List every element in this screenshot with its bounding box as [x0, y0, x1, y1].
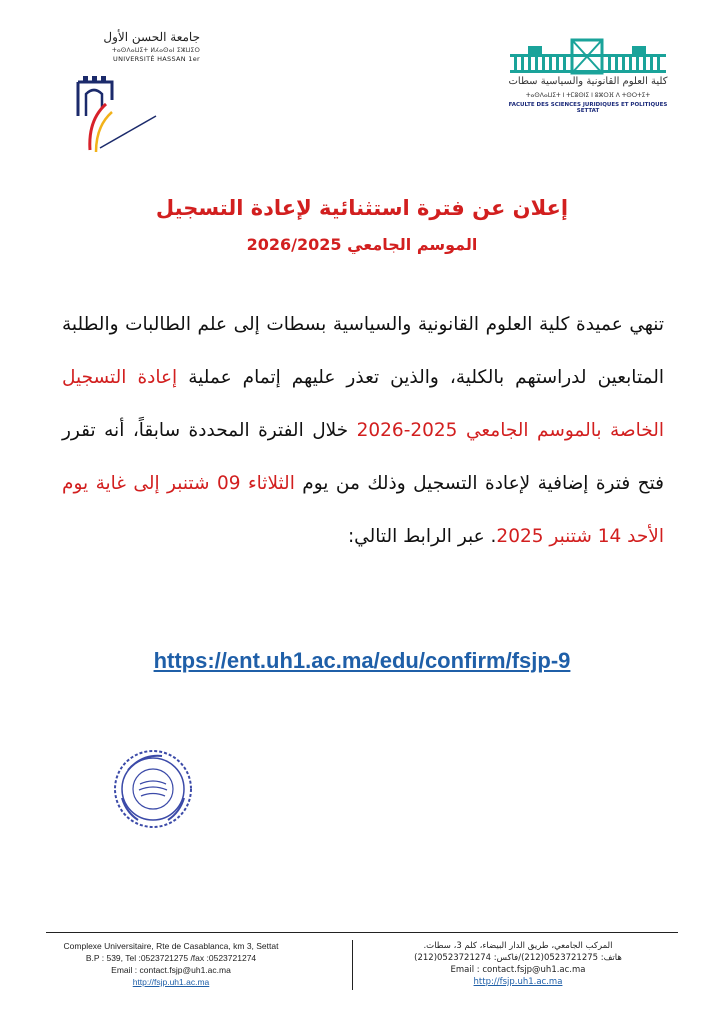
- footer-vertical-divider: [352, 940, 353, 990]
- university-name-tifinagh: ⵜⴰⵙⴷⴰⵡⵉⵜ ⵍⵃⴰⵙⴰⵏ ⵉⵣⵡⵉⵔ: [112, 47, 200, 54]
- footer-address-fr: Complexe Universitaire, Rte de Casablanca, km 3, Settat: [63, 941, 279, 951]
- footer-phone-fr: B.P : 539, Tel :0523721275 /fax :0523721274: [85, 953, 257, 963]
- footer-url-fr[interactable]: http://fsjp.uh1.ac.ma: [132, 977, 210, 987]
- body-highlight-registration: إعادة التسجيل الخاصة بالموسم الجامعي 2025-2026: [62, 367, 664, 441]
- footer-contact-ar: [398, 940, 638, 988]
- faculty-name-ar: كلية العلوم القانونية والسياسية سطات: [508, 76, 668, 87]
- faculty-stamp-icon: [112, 748, 194, 830]
- faculty-building-icon: [508, 36, 668, 76]
- footer-contact-fr: [46, 940, 296, 988]
- footer-email-ar: Email : contact.fsjp@uh1.ac.ma: [450, 965, 586, 975]
- announcement-body: [62, 298, 664, 563]
- footer-phone-ar: هاتف: 0523721275(212)/فاكس: 0523721274(212): [414, 953, 622, 963]
- faculty-logo: [508, 36, 668, 116]
- body-text-3: . عبر الرابط التالي:: [347, 526, 497, 547]
- body-highlight-dates: الثلاثاء 09 شتنبر إلى غاية يوم الأحد 14 شتنبر 2025: [62, 473, 664, 547]
- university-logo: [50, 30, 200, 150]
- announcement-title: إعلان عن فترة استثنائية لإعادة التسجيل: [155, 196, 569, 220]
- footer-email-fr: Email : contact.fsjp@uh1.ac.ma: [111, 965, 231, 975]
- footer-url-ar[interactable]: http://fsjp.uh1.ac.ma: [473, 977, 563, 987]
- footer-divider-line: [46, 932, 678, 933]
- registration-link[interactable]: https://ent.uh1.ac.ma/edu/confirm/fsjp-9: [153, 648, 571, 673]
- faculty-name-fr: FACULTE DES SCIENCES JURIDIQUES ET POLITIQUES SETTAT: [508, 102, 668, 114]
- announcement-subtitle: الموسم الجامعي 2026/2025: [246, 235, 478, 254]
- body-text-1: تنهي عميدة كلية العلوم القانونية والسياسية بسطات إلى علم الطالبات والطلبة المتابعين لدراستهم بالكلية، والذين تعذر عليهم إتمام عملية: [62, 314, 664, 388]
- university-name-ar: جامعة الحسن الأول: [103, 30, 200, 44]
- university-name-fr: UNIVERSITÉ HASSAN 1er: [113, 55, 200, 63]
- faculty-name-tifinagh: ⵜⴰⵙⴷⴰⵡⵉⵜ ⵏ ⵜⵎⵓⵙⵏⵉ ⵏ ⵓⵣⵔⴼ ⴷ ⵜⵙⵔⵜⵉⵜ: [525, 92, 651, 99]
- footer-address-ar: المركب الجامعي، طريق الدار البيضاء، كلم 3، سطات.: [423, 941, 613, 951]
- body-text-2: خلال الفترة المحددة سابقاً، أنه تقرر فتح فترة إضافية لإعادة التسجيل وذلك من يوم: [62, 420, 665, 494]
- university-emblem-icon: [50, 60, 170, 155]
